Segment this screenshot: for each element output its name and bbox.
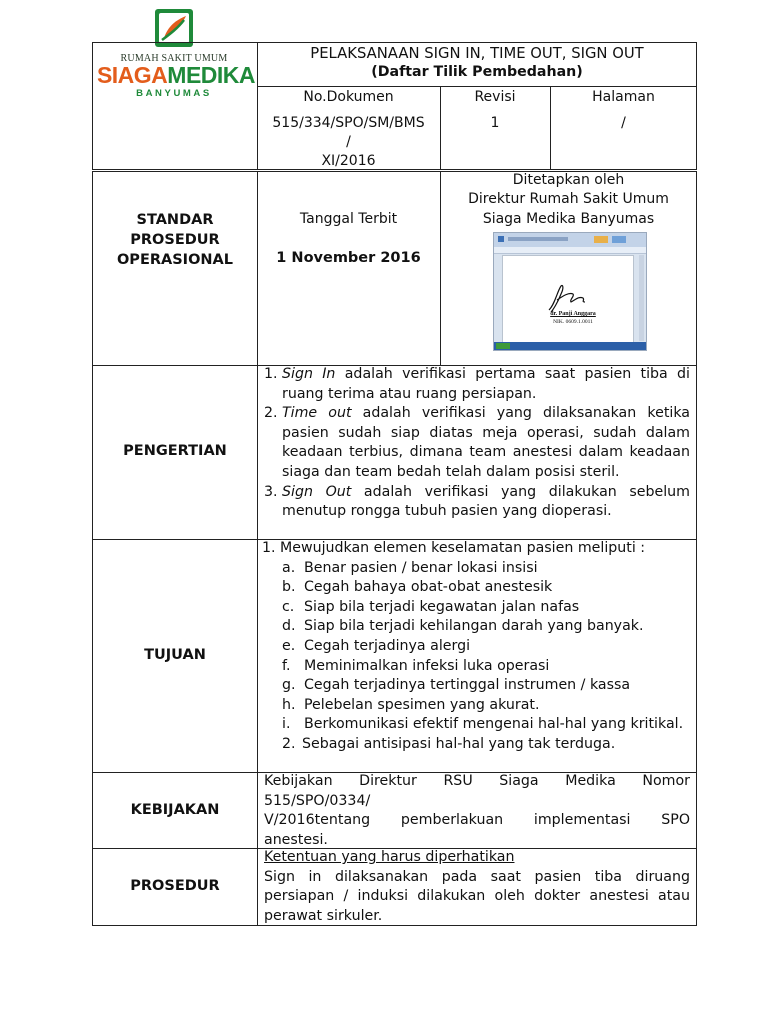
doc-no-label: No.Dokumen [303,89,394,105]
tujuan-subitem [262,598,690,618]
pengertian-item [264,365,690,404]
pengertian-text-rest: menutup rongga tubuh pasien yang dioperasi. [282,503,612,520]
tujuan-subitem [262,637,690,657]
prosedur-content [264,848,690,926]
logo-line1: RUMAH SAKIT UMUM [120,53,228,64]
logo-brand-b: MEDIKA [167,62,256,88]
signature-screenshot [493,232,647,351]
pengertian-text: adalah verifikasi yang dilakukan sebelum [351,483,690,500]
doc-subtitle: (Daftar Tilik Pembedahan) [371,64,583,80]
prosedur-heading: Ketentuan yang harus diperhatikan [264,849,515,865]
tujuan-subitem-text: Meminimalkan infeksi luka operasi [304,657,550,674]
main-divider-v [257,171,258,926]
tanggal-label: Tanggal Terbit [299,211,398,227]
tujuan-subitem-key: b. [282,579,296,596]
pengertian-item [264,404,690,482]
halaman-value: / [621,115,626,131]
tujuan-subitem-text: Cegah terjadinya alergi [304,637,471,654]
document-page [502,255,634,343]
tujuan-item-2 [262,735,690,755]
pengertian-term: Sign Out [282,483,352,500]
kebijakan-label: KEBIJAKAN [130,802,220,818]
pengertian-item-num: 1. [264,366,278,382]
pengertian-text-rest: pasien sudah siap diatas meja operasi, sudah dalam keadaan terbius, dimana team anestesi dalam keadaan siaga dan team bedah telah dalam posisi steril. [282,424,690,480]
pengertian-text: adalah verifikasi pertama saat pasien tiba di [335,366,690,382]
tujuan-subitem-text: Cegah bahaya obat-obat anestesik [304,579,553,596]
tanggal-value: 1 November 2016 [276,250,421,266]
doc-no-line2: / [346,134,351,150]
tujuan-item-num: 1. [262,540,276,556]
pengertian-content [264,365,690,522]
ditetapkan-line2: Direktur Rumah Sakit Umum [468,191,669,207]
tujuan-item-1 [262,539,690,559]
tujuan-subitem [262,657,690,677]
pengertian-text: adalah verifikasi yang dilaksanakan ketika [351,405,690,422]
tujuan-item-text: Mewujudkan elemen keselamatan pasien meliputi : [280,540,646,556]
tujuan-subitem-key: d. [282,618,296,635]
tujuan-item-text: Sebagai antisipasi hal-hal yang tak terduga. [302,735,616,752]
tujuan-subitem-key: f. [282,657,291,674]
header-divider-h [257,86,697,87]
tujuan-subitem-text: Benar pasien / benar lokasi insisi [304,559,538,576]
tujuan-subitem-key: a. [282,559,296,576]
pengertian-text-rest: ruang terima atau ruang persiapan. [282,385,537,402]
scrollbar [639,255,644,341]
revisi-label: Revisi [474,89,516,105]
prosedur-text: Sign in dilaksanakan pada saat pasien tiba diruang persiapan / induksi dilakukan oleh dokter anestesi atau perawat sirkuler. [264,868,690,924]
ditetapkan-line1: Ditetapkan oleh [512,172,625,188]
kebijakan-line4: anestesi. [264,831,328,848]
tujuan-subitem-text: Berkomunikasi efektif mengenai hal-hal yang kritikal. [304,716,684,733]
taskbar [494,342,646,350]
tujuan-label: TUJUAN [144,647,206,663]
tujuan-item-num: 2. [282,735,296,752]
pengertian-term: Sign In [282,366,336,382]
spo-label [93,210,257,270]
tujuan-subitem [262,676,690,696]
spo-label-line1: STANDAR [136,212,214,228]
doc-no-line3: XI/2016 [321,153,376,169]
tujuan-subitem-text: Siap bila terjadi kehilangan darah yang banyak. [304,618,644,635]
tujuan-subitem [262,696,690,716]
kebijakan-line1: Kebijakan Direktur RSU Siaga Medika Nomor [264,773,690,789]
kebijakan-line2: 515/SPO/0334/ [264,792,371,809]
kebijakan-line3: V/2016tentang pemberlakuan implementasi SPO [264,812,690,829]
signer-nik: NIK. 0609.1.0011 [553,319,593,325]
pengertian-item-num: 3. [264,483,278,500]
ribbon-bar [494,233,646,247]
pengertian-item [264,483,690,522]
tujuan-subitem [262,715,690,735]
logo-line3: BANYUMAS [136,88,212,99]
halaman-label: Halaman [592,89,655,105]
tujuan-subitem-text: Siap bila terjadi kegawatan jalan nafas [304,598,580,615]
doc-title: PELAKSANAAN SIGN IN, TIME OUT, SIGN OUT [310,45,644,62]
tujuan-subitem-text: Pelebelan spesimen yang akurat. [304,696,540,713]
kebijakan-content [264,772,690,850]
tujuan-subitem [262,617,690,637]
tujuan-content [262,539,690,755]
tujuan-subitem [262,559,690,579]
logo-brand-a: SIAGA [96,62,168,88]
prosedur-label: PROSEDUR [130,878,220,894]
tujuan-subitem [262,578,690,598]
pengertian-term: Time out [282,405,352,422]
tujuan-subitem-key: g. [282,677,296,694]
tujuan-subitem-key: c. [282,598,295,615]
signer-name: dr. Panji Anggara [550,311,596,317]
doc-no-line1: 515/334/SPO/SM/BMS [272,115,425,131]
ditetapkan-line3: Siaga Medika Banyumas [482,211,655,227]
tujuan-subitem-key: e. [282,637,296,654]
revisi-value: 1 [490,115,500,131]
tujuan-subitem-key: i. [282,716,291,733]
tujuan-subitem-key: h. [282,696,296,713]
spo-label-line2: PROSEDUR [130,232,220,248]
pengertian-item-num: 2. [264,405,278,422]
tujuan-subitem-text: Cegah terjadinya tertinggal instrumen / kassa [304,677,631,694]
spo-label-line3: OPERASIONAL [116,252,233,268]
pengertian-label: PENGERTIAN [123,443,227,459]
